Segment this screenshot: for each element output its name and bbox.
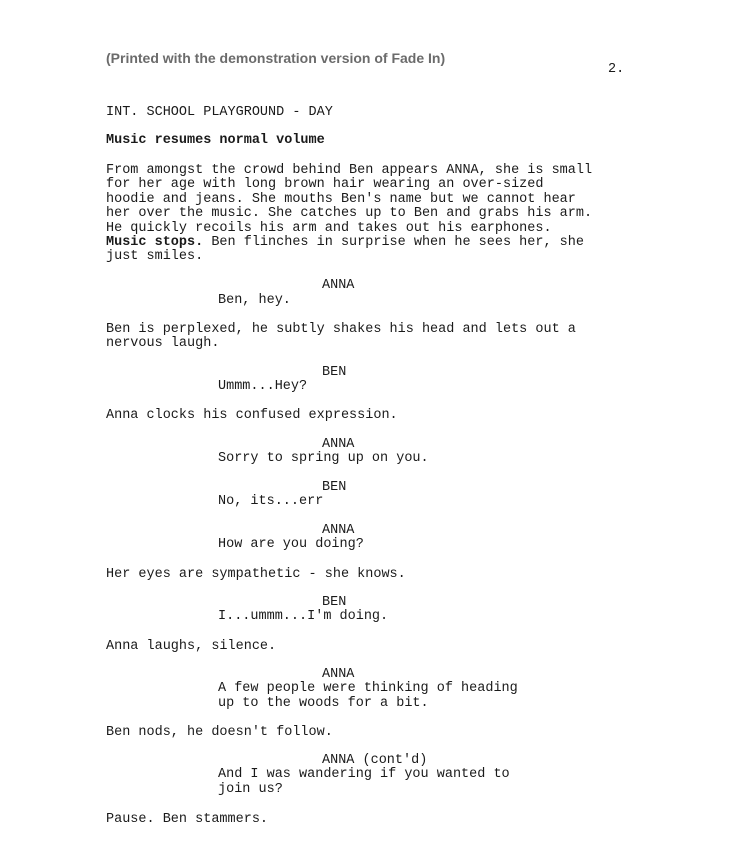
character-cue: ANNA (cont'd) <box>322 753 428 768</box>
action-line: nervous laugh. <box>106 336 220 352</box>
action-line: Ben nods, he doesn't follow. <box>106 725 333 740</box>
music-stops-emphasis: Music stops. <box>106 235 204 250</box>
action-line <box>106 236 584 250</box>
dialogue-line: up to the woods for a bit. <box>218 695 429 711</box>
action-line: Pause. Ben stammers. <box>106 812 269 827</box>
action-line: Her eyes are sympathetic - she knows. <box>106 567 406 582</box>
dialogue-line: join us? <box>218 781 283 797</box>
dialogue-line: Ummm...Hey? <box>218 379 308 395</box>
demo-watermark: (Printed with the demonstration version of Fade In) <box>106 50 446 66</box>
action-line: Anna laughs, silence. <box>106 639 277 654</box>
character-cue: ANNA <box>322 523 355 538</box>
action-line: He quickly recoils his arm and takes out his earphones. <box>106 220 552 236</box>
action-music-resumes: Music resumes normal volume <box>106 133 325 148</box>
scene-heading: INT. SCHOOL PLAYGROUND - DAY <box>106 105 333 120</box>
action-line-rest: Ben flinches in surprise when he sees her, she <box>203 235 584 250</box>
action-line: for her age with long brown hair wearing an over-sized <box>106 177 544 193</box>
dialogue-line: No, its...err <box>218 494 324 510</box>
character-cue: BEN <box>322 365 347 380</box>
action-line: From amongst the crowd behind Ben appears ANNA, she is small <box>106 163 593 178</box>
character-cue: ANNA <box>322 278 355 293</box>
dialogue-line: And I was wandering if you wanted to <box>218 767 510 783</box>
action-line: Ben is perplexed, he subtly shakes his head and lets out a <box>106 322 576 337</box>
action-line: her over the music. She catches up to Ben and grabs his arm. <box>106 206 593 222</box>
dialogue-line: A few people were thinking of heading <box>218 681 518 697</box>
action-line: Anna clocks his confused expression. <box>106 408 398 423</box>
page-number: 2. <box>608 62 625 77</box>
dialogue-line: I...ummm...I'm doing. <box>218 609 389 625</box>
dialogue-line: Sorry to spring up on you. <box>218 451 429 467</box>
dialogue-line: Ben, hey. <box>218 293 291 308</box>
action-line: just smiles. <box>106 249 204 265</box>
dialogue-line: How are you doing? <box>218 537 364 553</box>
character-cue: BEN <box>322 480 347 495</box>
character-cue: ANNA <box>322 437 355 452</box>
action-line: hoodie and jeans. She mouths Ben's name but we cannot hear <box>106 191 576 207</box>
character-cue: ANNA <box>322 667 355 682</box>
character-cue: BEN <box>322 595 347 610</box>
